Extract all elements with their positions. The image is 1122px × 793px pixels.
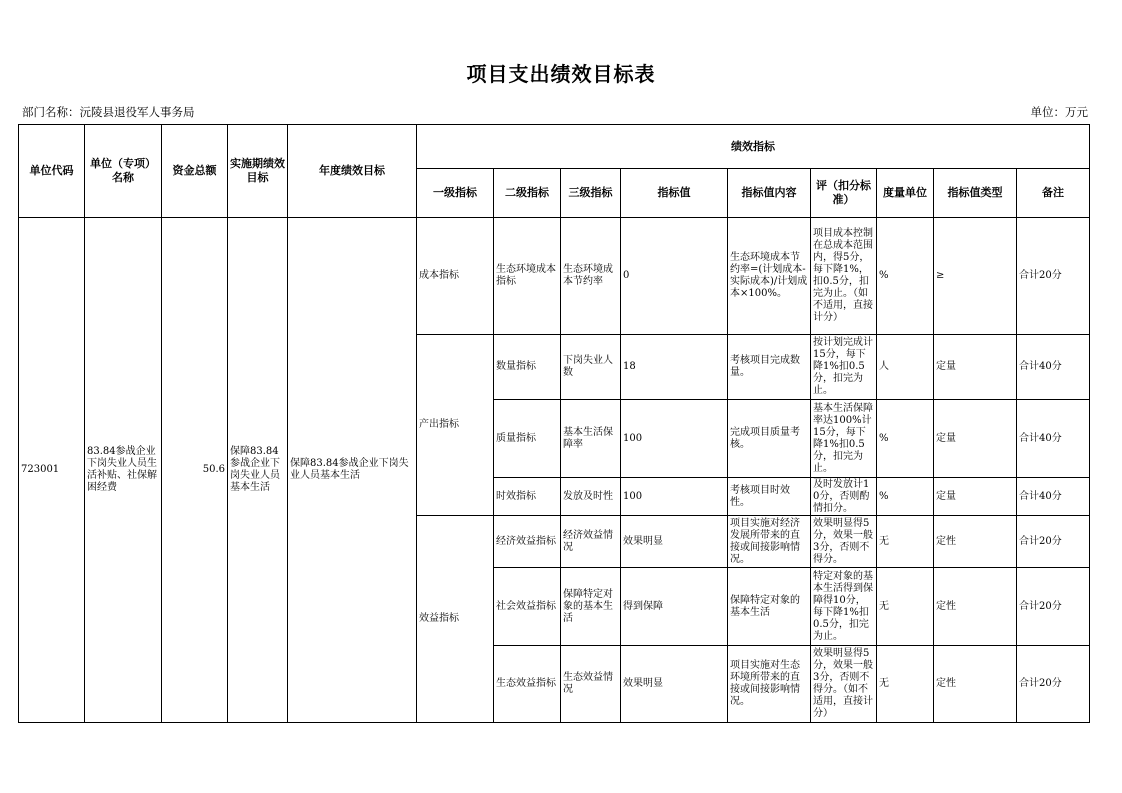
remark-cell: 合计20分 <box>1017 568 1090 646</box>
project-period-goal: 保障83.84参战企业下岗失业人员基本生活 <box>228 218 288 723</box>
col-header-annual-goal: 年度绩效目标 <box>288 125 417 218</box>
content-cell: 项目实施对经济发展所带来的直接或间接影响情况。 <box>728 516 811 568</box>
unit-cell: 无 <box>877 568 934 646</box>
col-header-content: 指标值内容 <box>728 169 811 218</box>
level3-cell: 基本生活保障率 <box>561 400 621 478</box>
header-row-1 <box>19 125 1090 169</box>
project-total: 50.6 <box>162 218 228 723</box>
project-code: 723001 <box>19 218 85 723</box>
col-header-total-funds: 资金总额 <box>162 125 228 218</box>
value-cell: 100 <box>621 478 728 516</box>
level3-cell: 发放及时性 <box>561 478 621 516</box>
level3-cell: 保障特定对象的基本生活 <box>561 568 621 646</box>
project-annual-goal: 保障83.84参战企业下岗失业人员基本生活 <box>288 218 417 723</box>
value-cell: 效果明显 <box>621 646 728 723</box>
scoring-cell: 按计划完成计15分，每下降1%扣0.5分，扣完为止。 <box>811 335 877 400</box>
unit-cell: % <box>877 218 934 335</box>
remark-cell: 合计40分 <box>1017 400 1090 478</box>
scoring-cell: 效果明显得5分，效果一般3分，否则不得分。（如不适用，直接计分） <box>811 646 877 723</box>
project-name: 83.84参战企业下岗失业人员生活补贴、社保解困经费 <box>85 218 162 723</box>
level2-cell: 数量指标 <box>494 335 561 400</box>
value-cell: 18 <box>621 335 728 400</box>
level1-cell: 产出指标 <box>417 335 494 516</box>
department-name: 部门名称：沅陵县退役军人事务局 <box>22 105 195 119</box>
col-header-value: 指标值 <box>621 169 728 218</box>
unit-cell: % <box>877 478 934 516</box>
col-header-remark: 备注 <box>1017 169 1090 218</box>
content-cell: 考核项目时效性。 <box>728 478 811 516</box>
table-row <box>19 218 1090 335</box>
level2-cell: 社会效益指标 <box>494 568 561 646</box>
level2-cell: 质量指标 <box>494 400 561 478</box>
remark-cell: 合计40分 <box>1017 335 1090 400</box>
unit-cell: 人 <box>877 335 934 400</box>
level3-cell: 下岗失业人数 <box>561 335 621 400</box>
type-cell: 定量 <box>934 400 1017 478</box>
unit-cell: 无 <box>877 516 934 568</box>
col-header-period-goal: 实施期绩效目标 <box>228 125 288 218</box>
col-header-scoring: 评（扣分标准） <box>811 169 877 218</box>
currency-unit: 单位：万元 <box>1030 105 1088 119</box>
remark-cell: 合计20分 <box>1017 646 1090 723</box>
level2-cell: 生态环境成本指标 <box>494 218 561 335</box>
level2-cell: 生态效益指标 <box>494 646 561 723</box>
col-header-value-type: 指标值类型 <box>934 169 1017 218</box>
content-cell: 完成项目质量考核。 <box>728 400 811 478</box>
scoring-cell: 基本生活保障率达100%计15分，每下降1%扣0.5分，扣完为止。 <box>811 400 877 478</box>
col-header-level3: 三级指标 <box>561 169 621 218</box>
value-cell: 0 <box>621 218 728 335</box>
type-cell: 定量 <box>934 335 1017 400</box>
remark-cell: 合计20分 <box>1017 218 1090 335</box>
content-cell: 项目实施对生态环境所带来的直接或间接影响情况。 <box>728 646 811 723</box>
scoring-cell: 及时发放计10分，否则酌情扣分。 <box>811 478 877 516</box>
unit-cell: % <box>877 400 934 478</box>
level2-cell: 经济效益指标 <box>494 516 561 568</box>
col-header-unit-name: 单位（专项）名称 <box>85 125 162 218</box>
col-header-perf-indicators: 绩效指标 <box>417 125 1090 169</box>
value-cell: 得到保障 <box>621 568 728 646</box>
scoring-cell: 项目成本控制在总成本范围内，得5分，每下降1%，扣0.5分，扣完为止。（如不适用，直接计分） <box>811 218 877 335</box>
performance-table <box>18 124 1090 723</box>
type-cell: 定性 <box>934 646 1017 723</box>
level3-cell: 生态环境成本节约率 <box>561 218 621 335</box>
type-cell: 定性 <box>934 568 1017 646</box>
level3-cell: 生态效益情况 <box>561 646 621 723</box>
type-cell: 定量 <box>934 478 1017 516</box>
level3-cell: 经济效益情况 <box>561 516 621 568</box>
scoring-cell: 效果明显得5分，效果一般3分，否则不得分。 <box>811 516 877 568</box>
col-header-unit-code: 单位代码 <box>19 125 85 218</box>
level1-cell: 效益指标 <box>417 516 494 723</box>
type-cell: 定性 <box>934 516 1017 568</box>
scoring-cell: 特定对象的基本生活得到保障得10分，每下降1%扣0.5分，扣完为止。 <box>811 568 877 646</box>
value-cell: 效果明显 <box>621 516 728 568</box>
col-header-level1: 一级指标 <box>417 169 494 218</box>
col-header-measure-unit: 度量单位 <box>877 169 934 218</box>
page-title: 项目支出绩效目标表 <box>466 62 656 86</box>
remark-cell: 合计20分 <box>1017 516 1090 568</box>
remark-cell: 合计40分 <box>1017 478 1090 516</box>
type-cell: ≥ <box>934 218 1017 335</box>
level2-cell: 时效指标 <box>494 478 561 516</box>
value-cell: 100 <box>621 400 728 478</box>
col-header-level2: 二级指标 <box>494 169 561 218</box>
level1-cell: 成本指标 <box>417 218 494 335</box>
content-cell: 生态环境成本节约率=(计划成本-实际成本)/计划成本×100%。 <box>728 218 811 335</box>
unit-cell: 无 <box>877 646 934 723</box>
content-cell: 保障特定对象的基本生活 <box>728 568 811 646</box>
content-cell: 考核项目完成数量。 <box>728 335 811 400</box>
